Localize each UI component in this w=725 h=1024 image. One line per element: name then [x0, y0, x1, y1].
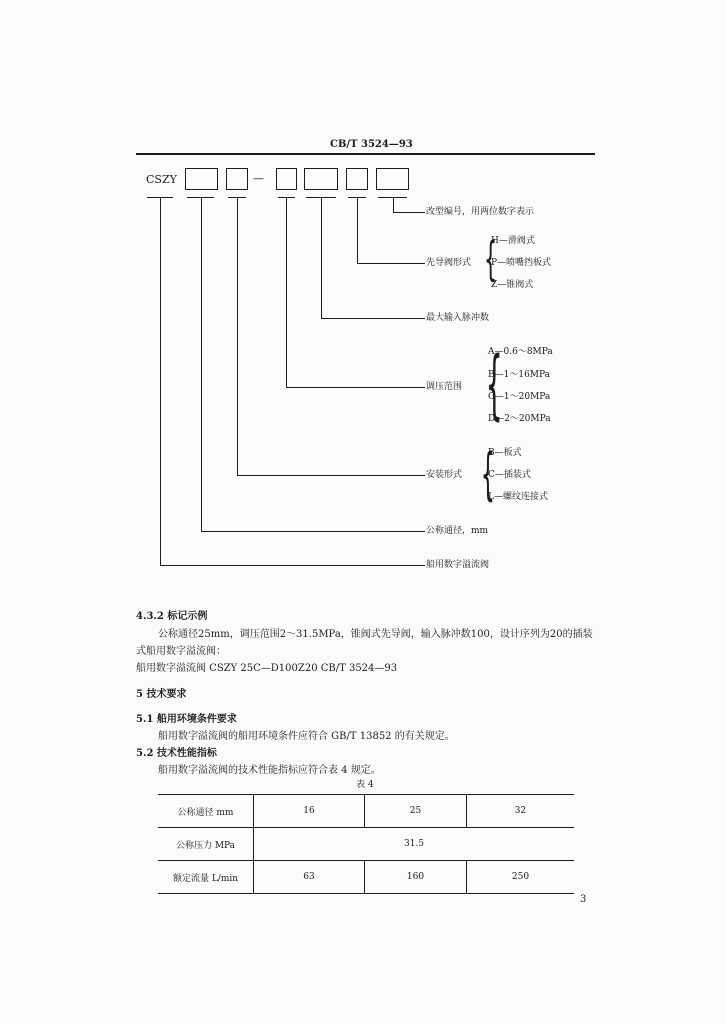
section-5-1-heading: 5.1 船用环境条件要求	[136, 714, 237, 725]
cell-diameter-32: 32	[514, 806, 527, 816]
option-install-l: L—螺纹连接式	[488, 492, 548, 502]
option-install-b: B—板式	[488, 448, 522, 458]
code-box-installation	[226, 168, 248, 190]
code-box-modification	[376, 168, 409, 190]
table-4	[158, 794, 574, 894]
section-5-heading: 5 技术要求	[136, 689, 187, 700]
brace-pilot-valve: {	[484, 232, 498, 286]
marking-example-line2: 式船用数字溢流阀：	[136, 646, 226, 657]
option-pressure-b: B—1～16MPa	[488, 370, 551, 380]
leader-installation	[237, 197, 238, 475]
code-box-pilot-valve	[346, 168, 368, 190]
leader-prefix-h	[160, 565, 425, 566]
leader-pulse-count	[321, 197, 322, 318]
table-row	[158, 861, 574, 894]
label-pressure-range: 调压范围	[426, 382, 463, 392]
label-installation-type: 安装形式	[426, 470, 463, 480]
option-pressure-c: C—1～20MPa	[488, 392, 551, 402]
cell-flow-250: 250	[511, 872, 530, 882]
cell-flow-63: 63	[254, 861, 365, 894]
code-box-nominal-diameter	[185, 168, 218, 190]
code-box-pulse-count	[304, 168, 338, 190]
leader-modification	[393, 197, 394, 212]
cell-diameter-16: 16	[254, 795, 365, 828]
leader-installation-h	[237, 475, 425, 476]
standard-number-header: CB/T 3524—93	[330, 139, 413, 150]
section-5-1-text: 船用数字溢流阀的船用环境条件应符合 GB/T 13852 的有关规定。	[158, 731, 455, 742]
section-4-3-2-heading: 4.3.2 标记示例	[136, 611, 208, 622]
brace-installation: {	[480, 442, 495, 507]
leader-pulse-count-h	[321, 318, 425, 319]
leader-pilot-valve-h	[357, 263, 425, 264]
page-number: 3	[580, 894, 587, 905]
cell-pressure-value: 31.5	[403, 839, 425, 849]
leader-pressure-range	[286, 197, 287, 387]
leader-modification-h	[393, 212, 425, 213]
cell-flow-160: 160	[365, 861, 467, 894]
label-product-name: 船用数字溢流阀	[426, 560, 490, 570]
header-rule	[136, 153, 595, 155]
leader-prefix	[160, 197, 161, 565]
label-nominal-diameter: 公称通径，mm	[426, 526, 489, 536]
code-box-pressure-range	[276, 168, 297, 190]
label-modification-number: 改型编号，用两位数字表示	[426, 207, 535, 217]
option-pilot-p: P—喷嘴挡板式	[491, 258, 552, 268]
code-separator: —	[253, 172, 264, 185]
leader-nominal-diameter-h	[201, 531, 425, 532]
row-header-nominal-diameter: 公称通径 mm	[158, 795, 254, 828]
option-pilot-z: Z—锥阀式	[491, 280, 534, 290]
table-row	[158, 795, 574, 828]
table-4-caption: 表 4	[356, 780, 374, 790]
option-install-c: C—插装式	[488, 470, 531, 480]
row-header-rated-flow: 额定流量 L/min	[158, 861, 254, 894]
marking-example-line1: 公称通径25mm，调压范围2～31.5MPa，锥阀式先导阀，输入脉冲数100，设计序列为20的插装	[158, 629, 593, 640]
option-pressure-d: D—2～20MPa	[488, 414, 551, 424]
marking-example-line3: 船用数字溢流阀 CSZY 25C—D100Z20 CB/T 3524—93	[136, 663, 398, 674]
row-header-nominal-pressure: 公称压力 MPa	[158, 828, 254, 861]
code-prefix: CSZY	[146, 173, 177, 186]
leader-nominal-diameter	[201, 197, 202, 531]
brace-pressure-range: {	[485, 339, 503, 428]
section-5-2-heading: 5.2 技术性能指标	[136, 748, 217, 759]
option-pressure-a: A—0.6～8MPa	[488, 347, 553, 357]
leader-pilot-valve	[357, 197, 358, 263]
label-pilot-valve-type: 先导阀形式	[426, 258, 472, 268]
cell-diameter-25: 25	[365, 795, 467, 828]
section-5-2-text: 船用数字溢流阀的技术性能指标应符合表 4 规定。	[158, 765, 381, 776]
option-pilot-h: H—滑阀式	[491, 236, 535, 246]
table-row	[158, 828, 574, 861]
leader-pressure-range-h	[286, 387, 425, 388]
label-max-pulse-count: 最大输入脉冲数	[426, 313, 490, 323]
